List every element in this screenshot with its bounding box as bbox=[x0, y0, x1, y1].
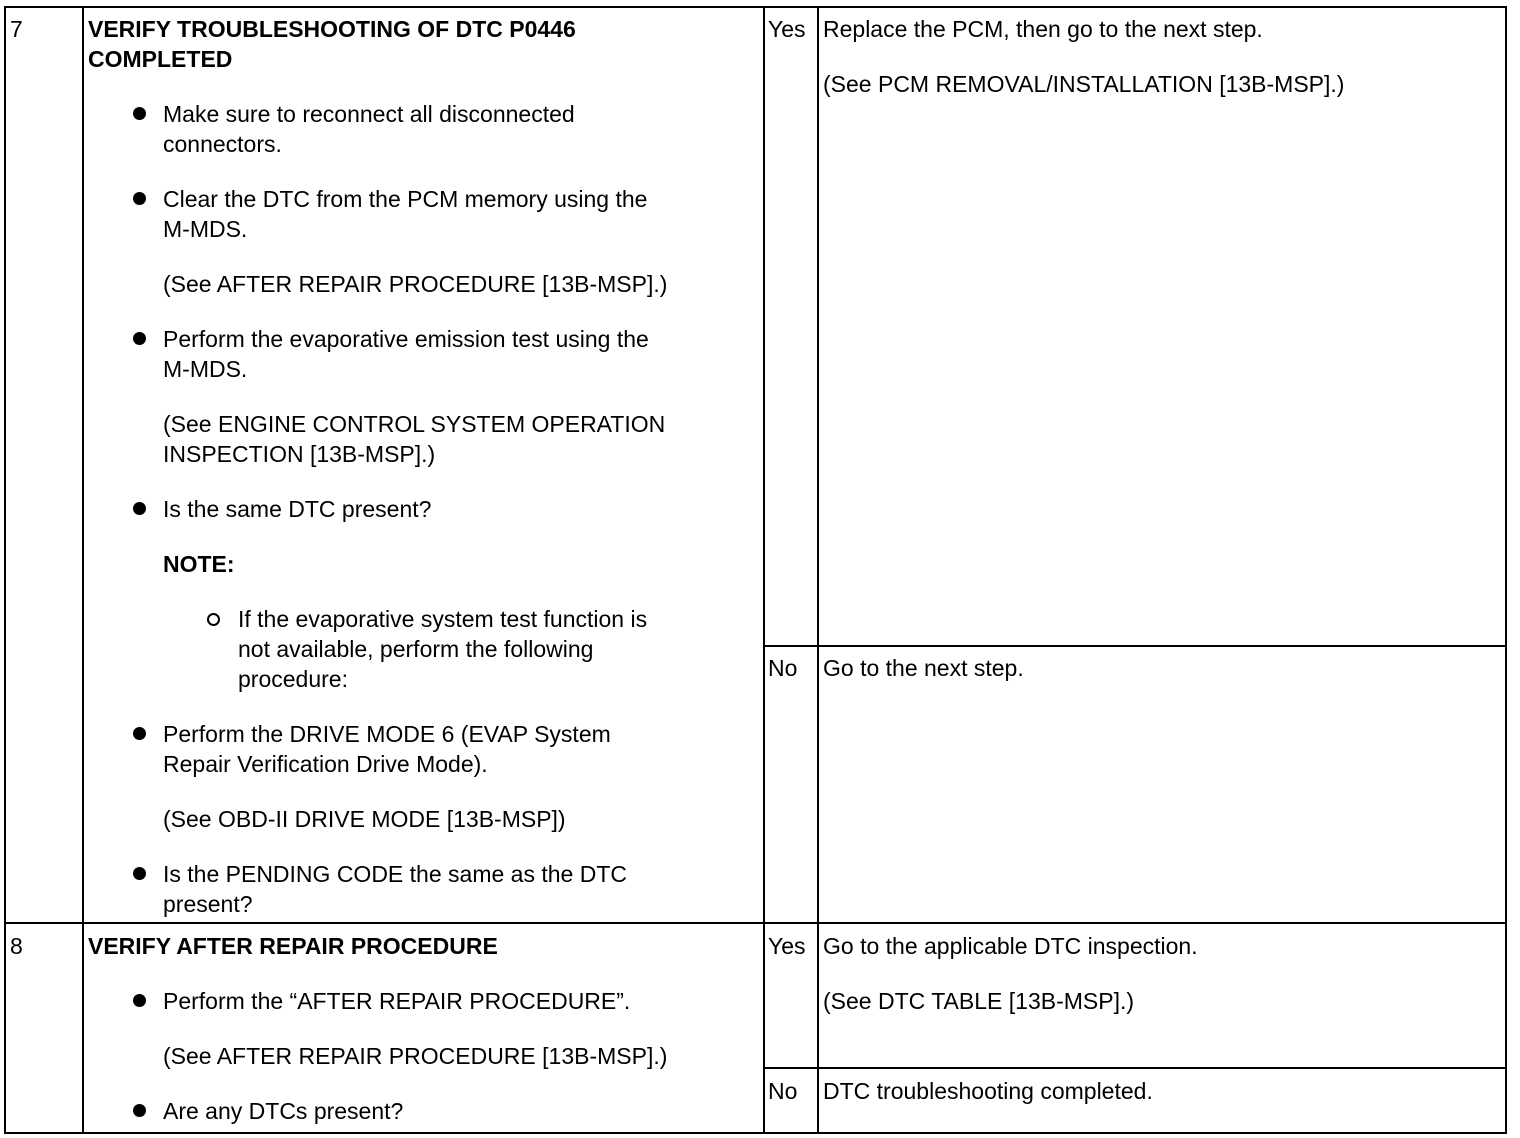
list-item-cont: M-MDS. bbox=[163, 356, 248, 382]
column-divider-step bbox=[82, 8, 84, 1132]
sub-bullet-icon bbox=[207, 613, 220, 626]
bullet-icon bbox=[133, 192, 146, 205]
bullet-icon bbox=[133, 1104, 146, 1117]
row-divider bbox=[6, 922, 1505, 924]
step-title-cont: COMPLETED bbox=[88, 46, 233, 72]
note-item-cont: procedure: bbox=[238, 666, 348, 692]
step-number: 8 bbox=[10, 933, 23, 959]
yes-no-divider-step8 bbox=[763, 1067, 1505, 1069]
reference-link-cont[interactable]: INSPECTION [13B-MSP].) bbox=[163, 441, 436, 467]
reference-link[interactable]: (See AFTER REPAIR PROCEDURE [13B-MSP].) bbox=[163, 271, 668, 297]
bullet-icon bbox=[133, 867, 146, 880]
reference-link[interactable]: (See AFTER REPAIR PROCEDURE [13B-MSP].) bbox=[163, 1043, 668, 1069]
yes-label: Yes bbox=[768, 933, 806, 959]
no-label: No bbox=[768, 1078, 798, 1104]
bullet-icon bbox=[133, 502, 146, 515]
note-heading: NOTE: bbox=[163, 551, 235, 577]
bullet-icon bbox=[133, 107, 146, 120]
list-item-cont: present? bbox=[163, 891, 253, 917]
list-item: Is the PENDING CODE the same as the DTC bbox=[163, 861, 627, 887]
list-item-cont: connectors. bbox=[163, 131, 282, 157]
step-number: 7 bbox=[10, 16, 23, 42]
bullet-icon bbox=[133, 727, 146, 740]
yes-action: Go to the applicable DTC inspection. bbox=[823, 933, 1198, 959]
reference-link[interactable]: (See DTC TABLE [13B-MSP].) bbox=[823, 988, 1135, 1014]
yes-no-divider-step7 bbox=[763, 645, 1505, 647]
bullet-icon bbox=[133, 332, 146, 345]
reference-link[interactable]: (See OBD-II DRIVE MODE [13B-MSP]) bbox=[163, 806, 566, 832]
list-item: Perform the evaporative emission test using the bbox=[163, 326, 649, 352]
list-item: Perform the “AFTER REPAIR PROCEDURE”. bbox=[163, 988, 631, 1014]
note-item-cont: not available, perform the following bbox=[238, 636, 594, 662]
step-title: VERIFY AFTER REPAIR PROCEDURE bbox=[88, 933, 498, 959]
no-action: DTC troubleshooting completed. bbox=[823, 1078, 1153, 1104]
yes-action: Replace the PCM, then go to the next step. bbox=[823, 16, 1263, 42]
step-title: VERIFY TROUBLESHOOTING OF DTC P0446 bbox=[88, 16, 576, 42]
list-item: Clear the DTC from the PCM memory using the bbox=[163, 186, 648, 212]
no-action: Go to the next step. bbox=[823, 655, 1024, 681]
list-item: Perform the DRIVE MODE 6 (EVAP System bbox=[163, 721, 611, 747]
reference-link[interactable]: (See PCM REMOVAL/INSTALLATION [13B-MSP].) bbox=[823, 71, 1345, 97]
list-item-cont: M-MDS. bbox=[163, 216, 248, 242]
column-divider-procedure bbox=[763, 8, 765, 1132]
bullet-icon bbox=[133, 994, 146, 1007]
column-divider-result bbox=[817, 8, 819, 1132]
no-label: No bbox=[768, 655, 798, 681]
reference-link[interactable]: (See ENGINE CONTROL SYSTEM OPERATION bbox=[163, 411, 666, 437]
yes-label: Yes bbox=[768, 16, 806, 42]
list-item: Make sure to reconnect all disconnected bbox=[163, 101, 575, 127]
note-item: If the evaporative system test function is bbox=[238, 606, 648, 632]
list-item: Are any DTCs present? bbox=[163, 1098, 404, 1124]
list-item-cont: Repair Verification Drive Mode). bbox=[163, 751, 488, 777]
list-item: Is the same DTC present? bbox=[163, 496, 432, 522]
